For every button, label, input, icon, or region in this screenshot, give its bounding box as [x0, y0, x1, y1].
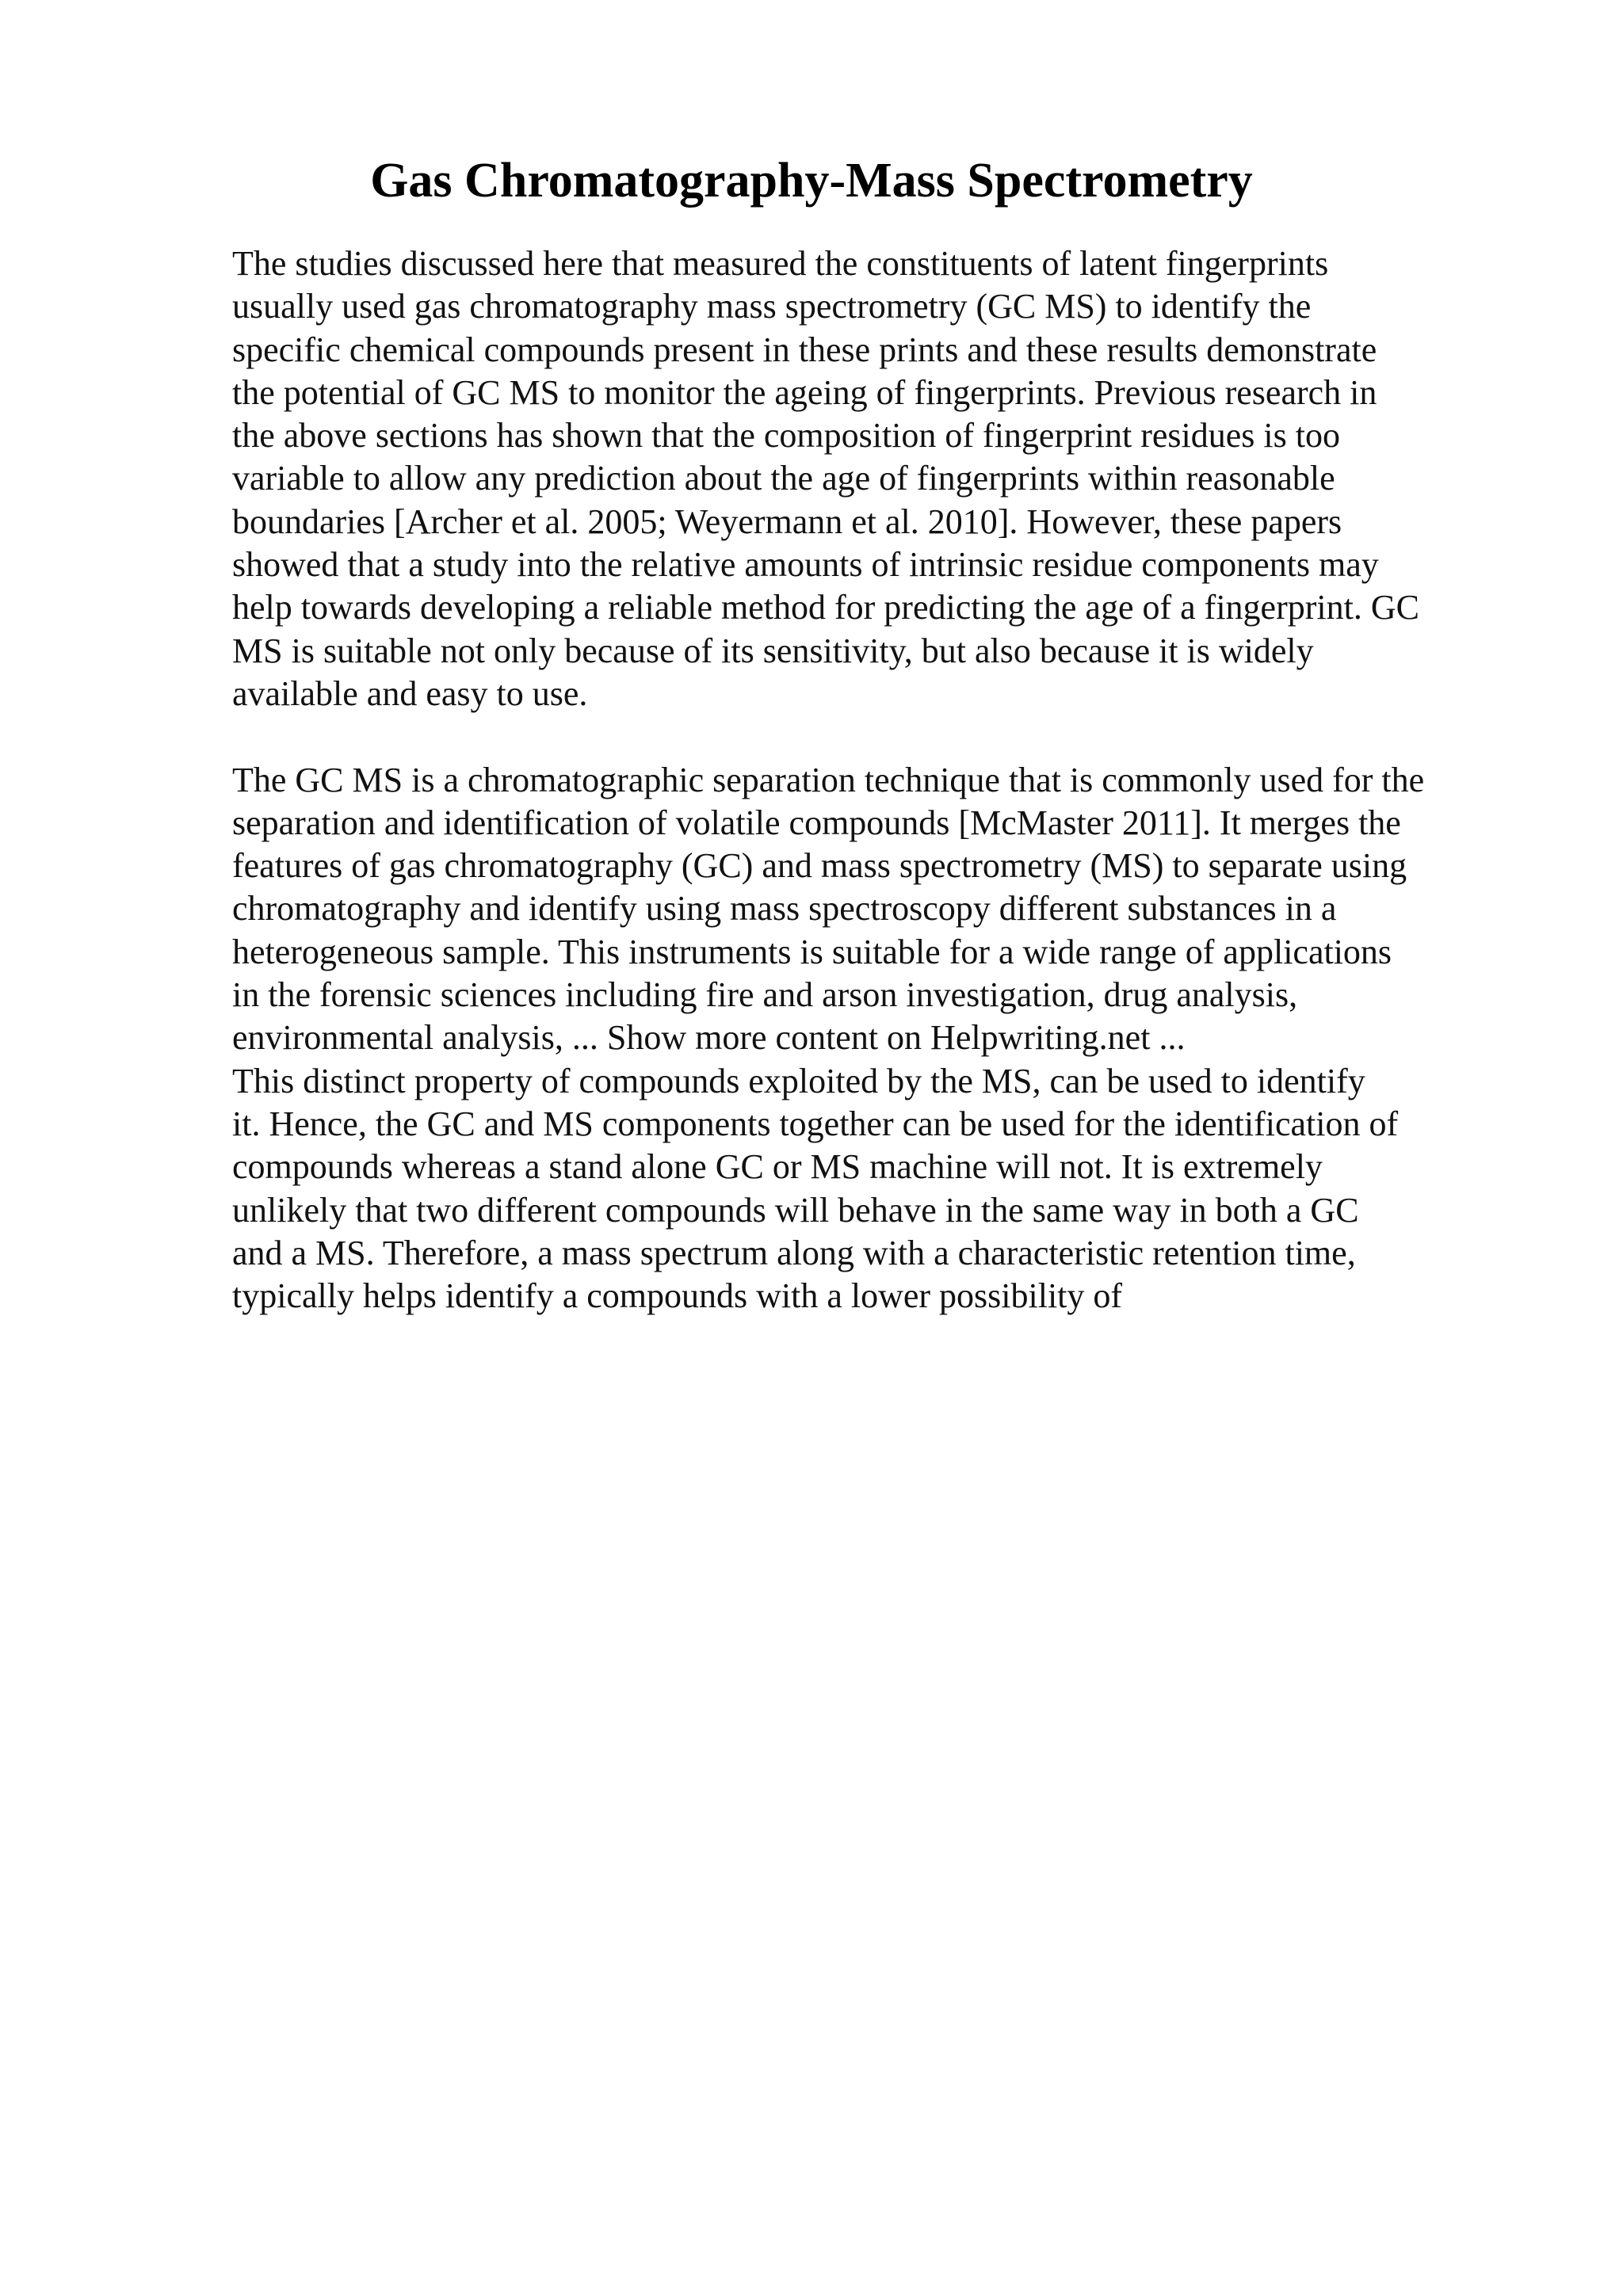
paragraph-1 — [232, 242, 1516, 715]
paragraph-gap — [232, 715, 1516, 758]
document-body — [232, 242, 1516, 1318]
paragraph-line: and a MS. Therefore, a mass spectrum along with a characteristic retention time, — [232, 1233, 1356, 1272]
paragraph-line: separation and identification of volatile compounds [McMaster 2011]. It merges the — [232, 803, 1401, 842]
paragraph-line: specific chemical compounds present in these prints and these results demonstrate — [232, 330, 1377, 369]
paragraph-line: in the forensic sciences including fire and arson investigation, drug analysis, — [232, 975, 1298, 1015]
paragraph-line: features of gas chromatography (GC) and mass spectrometry (MS) to separate using — [232, 846, 1407, 886]
paragraph-line: compounds whereas a stand alone GC or MS machine will not. It is extremely — [232, 1147, 1323, 1187]
document-title: Gas Chromatography-Mass Spectrometry — [370, 154, 1253, 208]
paragraph-line: it. Hence, the GC and MS components together can be used for the identification of — [232, 1104, 1399, 1143]
paragraph-line: available and easy to use. — [232, 673, 588, 713]
paragraph-line: the above sections has shown that the composition of fingerprint residues is too — [232, 416, 1340, 456]
paragraph-line: variable to allow any prediction about the age of fingerprints within reasonable — [232, 459, 1335, 498]
paragraph-line: MS is suitable not only because of its sensitivity, but also because it is widely — [232, 631, 1314, 670]
paragraph-2 — [232, 759, 1516, 1318]
paragraph-line: usually used gas chromatography mass spectrometry (GC MS) to identify the — [232, 287, 1312, 326]
paragraph-line: The GC MS is a chromatographic separation technique that is commonly used for the — [232, 760, 1425, 799]
paragraph-line: help towards developing a reliable method for predicting the age of a fingerprint. GC — [232, 588, 1419, 627]
paragraph-line: This distinct property of compounds exploited by the MS, can be used to identify — [232, 1061, 1365, 1100]
paragraph-line: the potential of GC MS to monitor the ageing of fingerprints. Previous research in — [232, 372, 1377, 412]
paragraph-line: The studies discussed here that measured the constituents of latent fingerprints — [232, 244, 1329, 283]
paragraph-line: boundaries [Archer et al. 2005; Weyermann et al. 2010]. However, these papers — [232, 502, 1342, 541]
paragraph-line: environmental analysis, ... Show more content on Helpwriting.net ... — [232, 1018, 1186, 1058]
paragraph-line: typically helps identify a compounds with a lower possibility of — [232, 1276, 1123, 1316]
paragraph-line: showed that a study into the relative amounts of intrinsic residue components may — [232, 545, 1379, 585]
paragraph-line: chromatography and identify using mass spectroscopy different substances in a — [232, 889, 1337, 929]
paragraph-line: unlikely that two different compounds will behave in the same way in both a GC — [232, 1190, 1359, 1230]
paragraph-line: heterogeneous sample. This instruments is suitable for a wide range of applications — [232, 932, 1392, 971]
